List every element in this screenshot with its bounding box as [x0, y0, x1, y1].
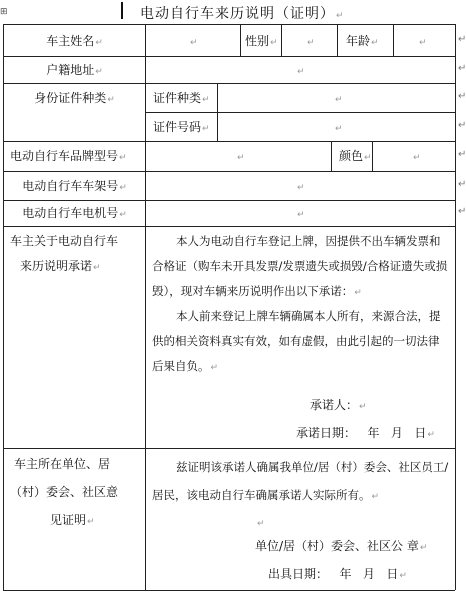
rule: [455, 24, 456, 590]
age-value: ↵: [419, 38, 427, 48]
promise-signer: 承诺人：↵: [310, 398, 367, 412]
owner-name-value: ↵: [190, 38, 198, 48]
rule: [3, 226, 455, 227]
rule: [145, 112, 455, 113]
cert-type-value: ↵: [335, 95, 343, 105]
owner-name-label: 车主姓名↵: [46, 34, 103, 48]
age-label: 年龄↵: [346, 34, 379, 48]
row-end-mark: ↵: [458, 206, 466, 217]
color-label: 颜色↵: [339, 149, 372, 163]
proof-unit-seal: 单位/居（村）委会、社区公 章↵: [255, 539, 428, 553]
row-end-mark: ↵: [458, 120, 466, 131]
rule: [393, 24, 394, 56]
frame-number-value: ↵: [297, 183, 305, 193]
row-end-mark: ↵: [458, 179, 466, 190]
text-cursor: [121, 2, 123, 19]
proof-blank-line: ↵: [257, 519, 265, 529]
promise-paragraph-2: 本人前来登记上牌车辆确属本人所有，来源合法，提供的相关资料真实有效，如有虚假，由此引起的一切法律后果自负。↵: [152, 309, 441, 373]
proof-label-line-1: 车主所在单位、居: [14, 457, 111, 471]
brand-label: 电动自行车品牌型号↵: [10, 149, 127, 163]
page-title: 电动自行车来历说明（证明）↵: [140, 6, 345, 22]
id-type-label: 身份证件种类↵: [34, 91, 115, 105]
proof-label-line-3: 见证明↵: [50, 513, 95, 527]
rule: [3, 171, 455, 172]
household-value: ↵: [297, 67, 305, 77]
row-end-mark: ↵: [458, 63, 466, 74]
rule: [145, 24, 146, 590]
top-corner-mark: ⊞: [0, 7, 8, 17]
brand-value: ↵: [237, 153, 245, 163]
rule: [3, 448, 455, 449]
proof-label-line-2: （村）委会、社区意: [10, 485, 119, 499]
gender-label: 性别↵: [245, 34, 278, 48]
row-end-mark: ↵: [458, 91, 466, 102]
cert-no-value: ↵: [335, 124, 343, 134]
proof-paragraph: 兹证明该承诺人确属我单位/居（村）委会、社区员工/居民，该电动自行车确属承诺人实际所有。↵: [152, 460, 449, 502]
frame-number-label: 电动自行车车架号↵: [22, 179, 127, 193]
promise-label-line-1: 车主关于电动自行车: [10, 234, 119, 248]
rule: [281, 24, 282, 56]
rule: [217, 83, 218, 141]
row-end-mark: ↵: [458, 149, 466, 160]
cert-type-label: 证件种类↵: [153, 91, 210, 105]
color-value: ↵: [413, 153, 421, 163]
rule: [337, 24, 338, 56]
promise-paragraph-1: 本人为电动自行车登记上牌，因提供不出车辆发票和合格证（购车未开具发票/发票遗失或损毁/合格证遗失或损毁），现对车辆来历说明作出以下承诺：↵: [152, 234, 448, 298]
motor-number-value: ↵: [297, 210, 305, 220]
rule: [3, 24, 455, 25]
cert-no-label: 证件号码↵: [153, 120, 210, 134]
rule: [3, 24, 4, 590]
motor-number-label: 电动自行车电机号↵: [22, 206, 127, 220]
rule: [372, 141, 373, 171]
rule: [3, 56, 455, 57]
rule: [3, 200, 455, 201]
rule: [3, 141, 455, 142]
rule: [3, 590, 455, 591]
household-label: 户籍地址↵: [46, 63, 103, 77]
rule: [3, 83, 455, 84]
rule: [240, 24, 241, 56]
row-end-mark: ↵: [458, 34, 466, 45]
rule: [331, 141, 332, 171]
proof-date: 出具日期： 年 月 日↵: [268, 567, 407, 581]
promise-label-line-2: 来历说明承诺↵: [20, 259, 101, 273]
promise-date: 承诺日期： 年 月 日↵: [296, 426, 435, 440]
gender-value: ↵: [307, 38, 315, 48]
